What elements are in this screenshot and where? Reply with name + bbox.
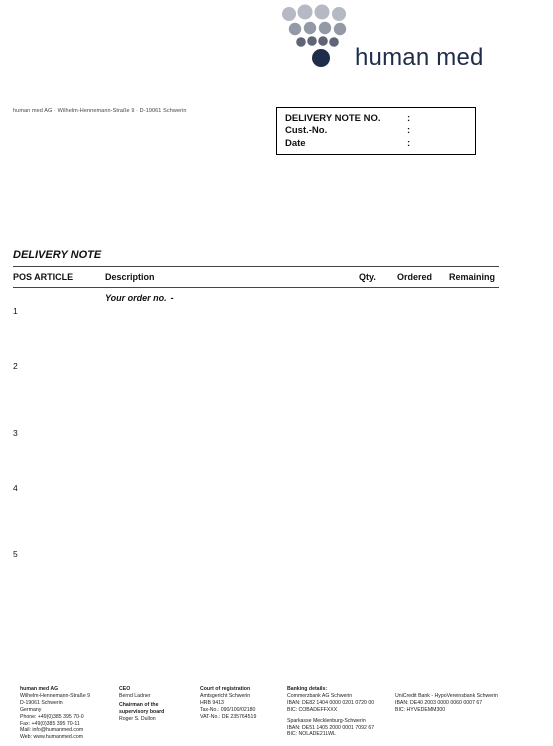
- info-colon: :: [407, 125, 411, 137]
- footer-company-line: Wilhelm-Hennemann-Straße 9: [20, 692, 91, 699]
- footer-registration-line: Tax-No.: 090/100/02180: [200, 706, 256, 713]
- order-ref-value: -: [170, 293, 174, 303]
- footer-bank-line: IBAN: DE51 1405 2000 0001 7092 67: [287, 724, 375, 731]
- col-header-remaining: Remaining: [449, 272, 496, 282]
- footer-board-title-2: supervisory board: [119, 708, 165, 715]
- info-row-cust-no: [285, 125, 475, 138]
- footer-company-line: Germany: [20, 706, 42, 713]
- table-row-pos: 2: [13, 361, 18, 371]
- info-row-delivery-no: [285, 112, 475, 125]
- order-ref-label: Your order no.: [105, 293, 167, 303]
- info-colon: :: [407, 112, 411, 124]
- footer-bank2-line: BIC: HYVEDEMM300: [395, 706, 446, 713]
- col-header-ordered: Ordered: [397, 272, 433, 282]
- footer-bank-line: Sparkasse Mecklenburg-Schwerin: [287, 717, 366, 724]
- footer-registration: [200, 686, 256, 721]
- info-colon: :: [407, 137, 411, 149]
- company-logo: [277, 4, 517, 70]
- col-header-qty: Qty.: [359, 272, 376, 282]
- logo-dots-icon: [277, 4, 357, 74]
- footer-banking-title: Banking details:: [287, 686, 328, 692]
- footer-banking-2: [395, 693, 498, 714]
- footer-contact: Fax: +49(0)385 395 70-11: [20, 720, 80, 727]
- footer-board-name: Roger S. Dullon: [119, 715, 156, 722]
- footer-bank-line: BIC: COBADEFFXXX: [287, 706, 338, 713]
- footer-registration-line: HRB 9413: [200, 699, 224, 706]
- footer-bank-line: IBAN: DE82 1404 0000 0201 0720 00: [287, 699, 375, 706]
- table-row-pos: 3: [13, 428, 18, 438]
- info-label: Date: [285, 137, 306, 149]
- footer-bank2-line: IBAN: DE40 2003 0000 0060 0007 67: [395, 699, 483, 706]
- delivery-info-box: [276, 107, 476, 155]
- footer-ceo-name: Bernd Ladner: [119, 692, 151, 699]
- footer-banking: [287, 686, 374, 738]
- footer-contact: Phone: +49(0)385 395 70-0: [20, 713, 84, 720]
- order-reference: [105, 293, 174, 303]
- footer-bank-line: BIC: NOLADE21LWL: [287, 731, 336, 738]
- info-label: Cust.-No.: [285, 125, 328, 137]
- info-label: DELIVERY NOTE NO.: [285, 112, 381, 124]
- col-header-description: Description: [105, 272, 155, 282]
- info-row-date: [285, 137, 475, 150]
- footer-contact: Mail: info@humanmed.com: [20, 727, 84, 734]
- footer-board-title-1: Chairman of the: [119, 701, 159, 708]
- footer-registration-line: Amtsgericht Schwerin: [200, 692, 251, 699]
- col-header-pos-article: POS ARTICLE: [13, 272, 74, 282]
- table-row-pos: 5: [13, 549, 18, 559]
- logo-wordmark: human med: [355, 44, 484, 71]
- table-row-pos: 1: [13, 306, 18, 316]
- table-header-top-rule: [13, 266, 499, 267]
- table-header-bottom-rule: [13, 287, 499, 288]
- footer-company: [20, 686, 90, 741]
- footer-registration-line: VAT-No.: DE 235764519: [200, 713, 257, 720]
- footer-company-title: human med AG: [20, 686, 59, 692]
- table-row-pos: 4: [13, 483, 18, 493]
- footer-contact: Web: www.humanmed.com: [20, 734, 84, 741]
- footer-bank-line: Commerzbank AG Schwerin: [287, 692, 353, 699]
- footer-registration-title: Court of registration: [200, 686, 251, 692]
- document-title: DELIVERY NOTE: [13, 249, 102, 261]
- footer-ceo-title: CEO: [119, 686, 131, 692]
- sender-address-line: human med AG · Wilhelm-Hennemann-Straße 9 · D-19061 Schwerin: [13, 108, 187, 114]
- footer-bank2-line: UniCredit Bank - HypoVereinsbank Schwerin: [395, 693, 498, 699]
- footer-management: [119, 686, 164, 723]
- footer-company-line: D-19061 Schwerin: [20, 699, 63, 706]
